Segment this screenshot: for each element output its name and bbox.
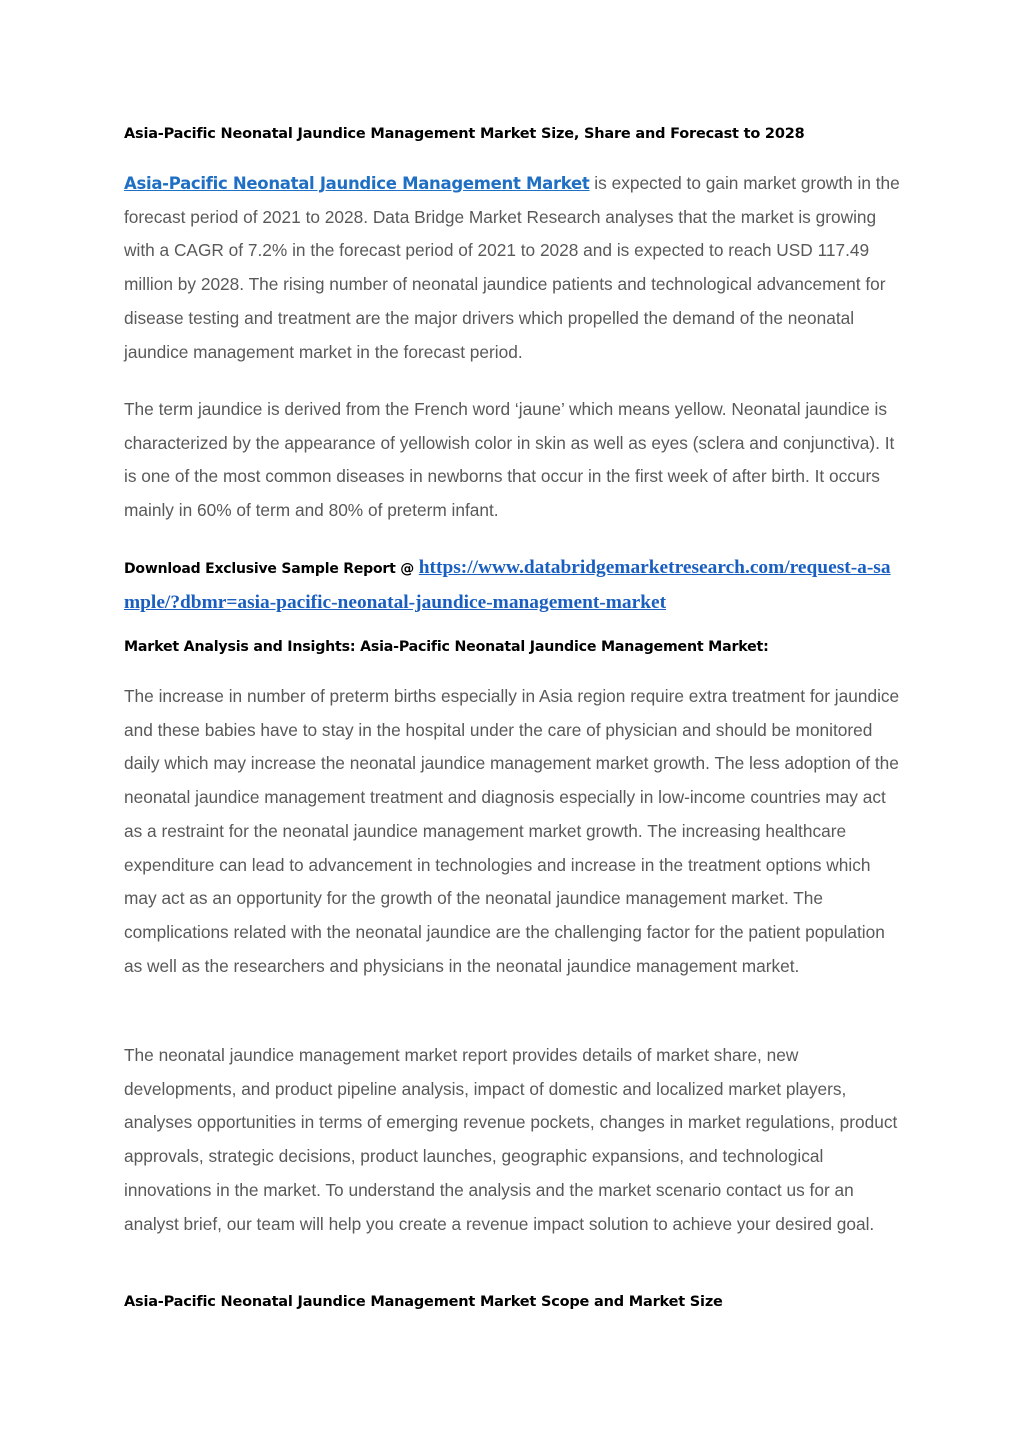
intro-text: is expected to gain market growth in the forecast period of 2021 to 2028. Data Bridge Market Research analyses that the market is growing with a CAGR of 7.2% in the forecast period of 2021 to 2028 and is expected to reach USD 117.49 million by 2028. The rising number of neonatal jaundice patients and technological advancement for disease testing and treatment are the major drivers which propelled the demand of the neonatal jaundice management market in the forecast period. bbox=[124, 173, 900, 362]
download-paragraph bbox=[124, 551, 899, 620]
market-report-link[interactable]: Asia-Pacific Neonatal Jaundice Management Market bbox=[124, 174, 590, 193]
analysis-heading: Market Analysis and Insights: Asia-Pacific Neonatal Jaundice Management Market: bbox=[124, 639, 769, 655]
analysis-paragraph: The increase in number of preterm births especially in Asia region require extra treatment for jaundice and these babies have to stay in the hospital under the care of physician and should be monitored daily which may increase the neonatal jaundice management market growth. The less adoption of the neonatal jaundice management treatment and diagnosis especially in low-income countries may act as a restraint for the neonatal jaundice management market growth. The increasing healthcare expenditure can lead to advancement in technologies and increase in the treatment options which may act as an opportunity for the growth of the neonatal jaundice management market. The complications related with the neonatal jaundice are the challenging factor for the patient population as well as the researchers and physicians in the neonatal jaundice management market. bbox=[124, 686, 900, 976]
download-label: Download Exclusive Sample Report @ bbox=[124, 561, 419, 577]
sample-report-link[interactable]: https://www.databridgemarketresearch.com/request-a-sample/?dbmr=asia-pacific-neonatal-jaundice-management-market bbox=[124, 557, 891, 613]
scope-heading: Asia-Pacific Neonatal Jaundice Management Market Scope and Market Size bbox=[124, 1294, 723, 1310]
intro-paragraph bbox=[124, 167, 904, 369]
report-paragraph: The neonatal jaundice management market report provides details of market share, new developments, and product pipeline analysis, impact of domestic and localized market players, analyses opportunities in terms of emerging revenue pockets, changes in market regulations, product approvals, strategic decisions, product launches, geographic expansions, and technological innovations in the market. To understand the analysis and the market scenario contact us for an analyst brief, our team will help you create a revenue impact solution to achieve your desired goal. bbox=[124, 1045, 898, 1234]
definition-paragraph: The term jaundice is derived from the French word ‘jaune’ which means yellow. Neonatal jaundice is characterized by the appearance of yellowish color in skin as well as eyes (sclera and conjunctiva). It is one of the most common diseases in newborns that occur in the first week of after birth. It occurs mainly in 60% of term and 80% of preterm infant. bbox=[124, 399, 895, 521]
page-title: Asia-Pacific Neonatal Jaundice Management Market Size, Share and Forecast to 2028 bbox=[124, 126, 805, 142]
